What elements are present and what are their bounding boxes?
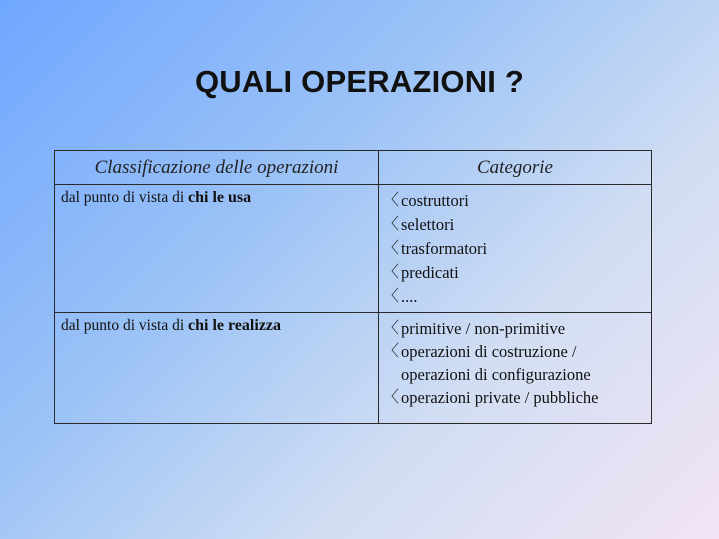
category-text-continued: operazioni di configurazione bbox=[401, 365, 591, 384]
categories-cell bbox=[379, 185, 652, 313]
row-label bbox=[55, 313, 378, 335]
category-list bbox=[379, 313, 651, 409]
header-categorie: Categorie bbox=[379, 151, 652, 185]
category-list bbox=[379, 185, 651, 309]
row-label-prefix: dal punto di vista di bbox=[61, 317, 189, 334]
bullet-icon: 〈 bbox=[383, 343, 400, 360]
category-text: .... bbox=[401, 287, 418, 306]
bullet-icon: 〈 bbox=[383, 288, 400, 305]
list-item bbox=[383, 317, 651, 340]
row-label-bold: chi le realizza bbox=[188, 317, 282, 334]
table-row bbox=[55, 185, 652, 313]
list-item bbox=[383, 285, 651, 309]
row-label-cell bbox=[55, 313, 379, 424]
category-text: predicati bbox=[401, 263, 459, 282]
category-text: operazioni di costruzione / bbox=[401, 342, 577, 361]
list-item bbox=[383, 261, 651, 285]
list-item bbox=[383, 189, 651, 213]
table-row bbox=[55, 313, 652, 424]
row-label-bold: chi le usa bbox=[188, 189, 252, 206]
list-item bbox=[383, 213, 651, 237]
category-text: primitive / non-primitive bbox=[401, 319, 566, 338]
bullet-icon: 〈 bbox=[383, 192, 400, 209]
header-classificazione: Classificazione delle operazioni bbox=[55, 151, 379, 185]
category-text: costruttori bbox=[401, 191, 469, 210]
operations-table bbox=[54, 150, 652, 424]
bullet-icon: 〈 bbox=[383, 389, 400, 406]
slide-title: QUALI OPERAZIONI ? bbox=[194, 64, 525, 99]
bullet-icon: 〈 bbox=[383, 216, 400, 233]
list-item bbox=[383, 237, 651, 261]
row-label-prefix: dal punto di vista di bbox=[61, 189, 189, 206]
category-text: operazioni private / pubbliche bbox=[401, 388, 599, 407]
list-item bbox=[383, 340, 651, 386]
category-text: trasformatori bbox=[401, 239, 488, 258]
categories-cell bbox=[379, 313, 652, 424]
row-label bbox=[55, 185, 378, 207]
category-text: selettori bbox=[401, 215, 455, 234]
row-label-cell bbox=[55, 185, 379, 313]
bullet-icon: 〈 bbox=[383, 320, 400, 337]
list-item bbox=[383, 386, 651, 409]
table-header-row bbox=[55, 151, 652, 185]
bullet-icon: 〈 bbox=[383, 264, 400, 281]
bullet-icon: 〈 bbox=[383, 240, 400, 257]
